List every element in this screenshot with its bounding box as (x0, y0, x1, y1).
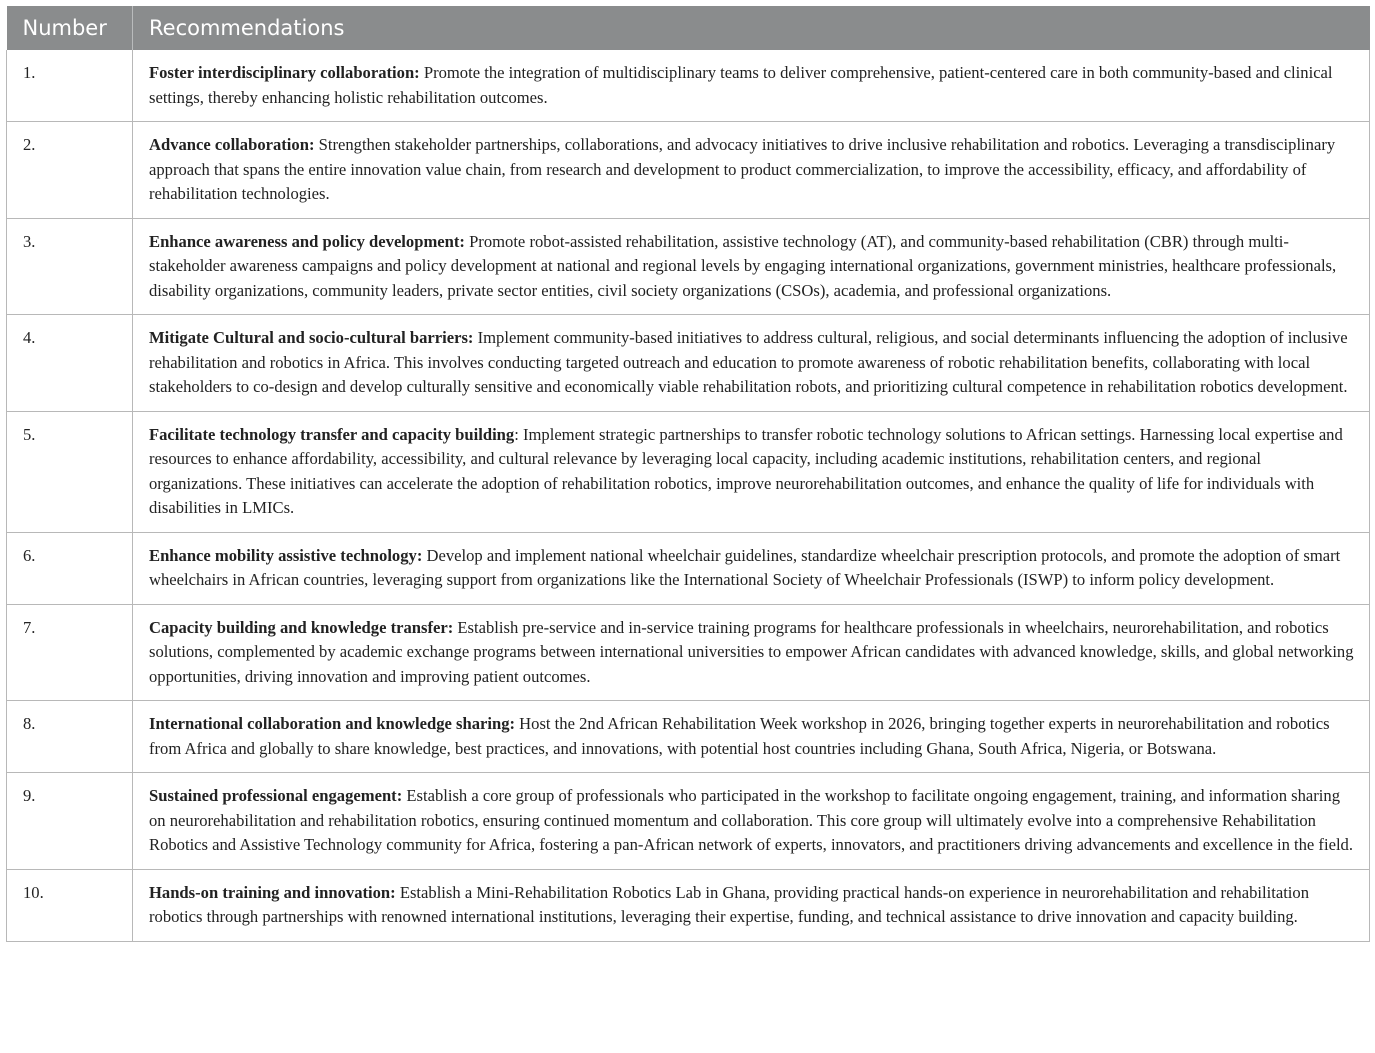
recommendation-title: Foster interdisciplinary collaboration: (149, 63, 420, 82)
table-row (7, 411, 1370, 532)
recommendation-text: Promote robot-assisted rehabilitation, assistive technology (AT), and community-based rehabilitation (CBR) through multi-stakeholder awareness campaigns and policy development at national and regional levels by engaging international organizations, government ministries, healthcare professionals, disability organizations, community leaders, private sector entities, civil society organizations (CSOs), academia, and professional organizations. (149, 231, 1337, 300)
recommendation-title: Sustained professional engagement: (149, 786, 403, 805)
recommendation-text: Establish a core group of professionals who participated in the workshop to facilitate ongoing engagement, training, and information sharing on neurorehabilitation and rehabilitation robotics, ensuring continued momentum and collaboration. This core group will ultimately evolve into a comprehensive Rehabilitation Robotics and Assistive Technology community for Africa, fostering a pan-African network of experts, innovators, and practitioners driving advancements and excellence in the field. (149, 786, 1353, 854)
row-number: 5. (7, 411, 133, 532)
table-row (7, 701, 1370, 773)
row-recommendation (133, 50, 1370, 122)
table-row (7, 773, 1370, 870)
row-number: 3. (7, 218, 133, 315)
table-header (7, 6, 1370, 50)
recommendation-title: International collaboration and knowledge sharing: (149, 714, 516, 733)
row-number: 6. (7, 532, 133, 604)
row-number: 4. (7, 315, 133, 412)
row-recommendation (133, 869, 1370, 941)
recommendation-text: Host the 2nd African Rehabilitation Week workshop in 2026, bringing together experts in neurorehabilitation and robotics from Africa and globally to share knowledge, best practices, and innovations, with potential host countries including Ghana, South Africa, Nigeria, or Botswana. (149, 714, 1330, 758)
recommendation-title: Mitigate Cultural and socio-cultural barriers: (149, 328, 474, 347)
table-row (7, 604, 1370, 701)
row-recommendation (133, 218, 1370, 315)
recommendation-title: Advance collaboration: (149, 135, 315, 154)
row-number: 8. (7, 701, 133, 773)
recommendation-title: Enhance awareness and policy development: (149, 231, 465, 251)
table-row (7, 218, 1370, 315)
row-recommendation (133, 773, 1370, 870)
recommendations-table (6, 6, 1370, 942)
recommendation-title: Capacity building and knowledge transfer: (149, 617, 454, 637)
row-number: 2. (7, 122, 133, 219)
row-recommendation (133, 122, 1370, 219)
recommendation-text: Strengthen stakeholder partnerships, collaborations, and advocacy initiatives to drive inclusive rehabilitation and robotics. Leveraging a transdisciplinary approach that spans the entire innovation value chain, from research and development to product commercialization, to improve the accessibility, efficacy, and affordability of rehabilitation technologies. (149, 135, 1336, 203)
recommendation-text: Promote the integration of multidisciplinary teams to deliver comprehensive, patient-centered care in both community-based and clinical settings, thereby enhancing holistic rehabilitation outcomes. (149, 63, 1333, 107)
recommendation-text: Establish a Mini-Rehabilitation Robotics Lab in Ghana, providing practical hands-on experience in neurorehabilitation and rehabilitation robotics through partnerships with renowned international institutions, leveraging their expertise, funding, and technical assistance to drive innovation and capacity building. (149, 882, 1310, 926)
recommendation-text: : Implement strategic partnerships to transfer robotic technology solutions to African settings. Harnessing local expertise and resources to enhance affordability, accessibility, and cultural relevance by leveraging local capacity, including academic institutions, rehabilitation centers, and regional organizations. These initiatives can accelerate the adoption of rehabilitation robotics, improve neurorehabilitation outcomes, and enhance the quality of life for individuals with disabilities in LMICs. (149, 424, 1343, 517)
header-recommendations: Recommendations (133, 6, 1370, 50)
header-number: Number (7, 6, 133, 50)
recommendation-text: Establish pre-service and in-service training programs for healthcare professionals in wheelchairs, neurorehabilitation, and robotics solutions, complemented by academic exchange programs between international universities to empower African candidates with advanced knowledge, skills, and global networking opportunities, driving innovation and improving patient outcomes. (149, 617, 1354, 686)
recommendation-text: Implement community-based initiatives to address cultural, religious, and social determinants influencing the adoption of inclusive rehabilitation and robotics in Africa. This involves conducting targeted outreach and education to promote awareness of robotic rehabilitation benefits, collaborating with local stakeholders to co-design and develop culturally sensitive and economically viable rehabilitation robots, and prioritizing cultural competence in rehabilitation robotics development. (149, 328, 1348, 396)
recommendation-title: Enhance mobility assistive technology: (149, 545, 423, 565)
table-row (7, 532, 1370, 604)
row-recommendation (133, 604, 1370, 701)
row-number: 9. (7, 773, 133, 870)
recommendations-table-container (6, 6, 1369, 942)
row-recommendation (133, 411, 1370, 532)
row-number: 7. (7, 604, 133, 701)
table-row (7, 50, 1370, 122)
recommendation-text: Develop and implement national wheelchair guidelines, standardize wheelchair prescription protocols, and promote the adoption of smart wheelchairs in African countries, leveraging support from organizations like the International Society of Wheelchair Professionals (ISWP) to inform policy development. (149, 545, 1341, 589)
table-row (7, 122, 1370, 219)
recommendation-title: Facilitate technology transfer and capacity building (149, 424, 515, 444)
table-row (7, 869, 1370, 941)
row-number: 10. (7, 869, 133, 941)
row-recommendation (133, 532, 1370, 604)
header-row (7, 6, 1370, 50)
row-recommendation (133, 315, 1370, 412)
row-recommendation (133, 701, 1370, 773)
table-row (7, 315, 1370, 412)
table-body (7, 50, 1370, 941)
row-number: 1. (7, 50, 133, 122)
recommendation-title: Hands-on training and innovation: (149, 882, 396, 902)
